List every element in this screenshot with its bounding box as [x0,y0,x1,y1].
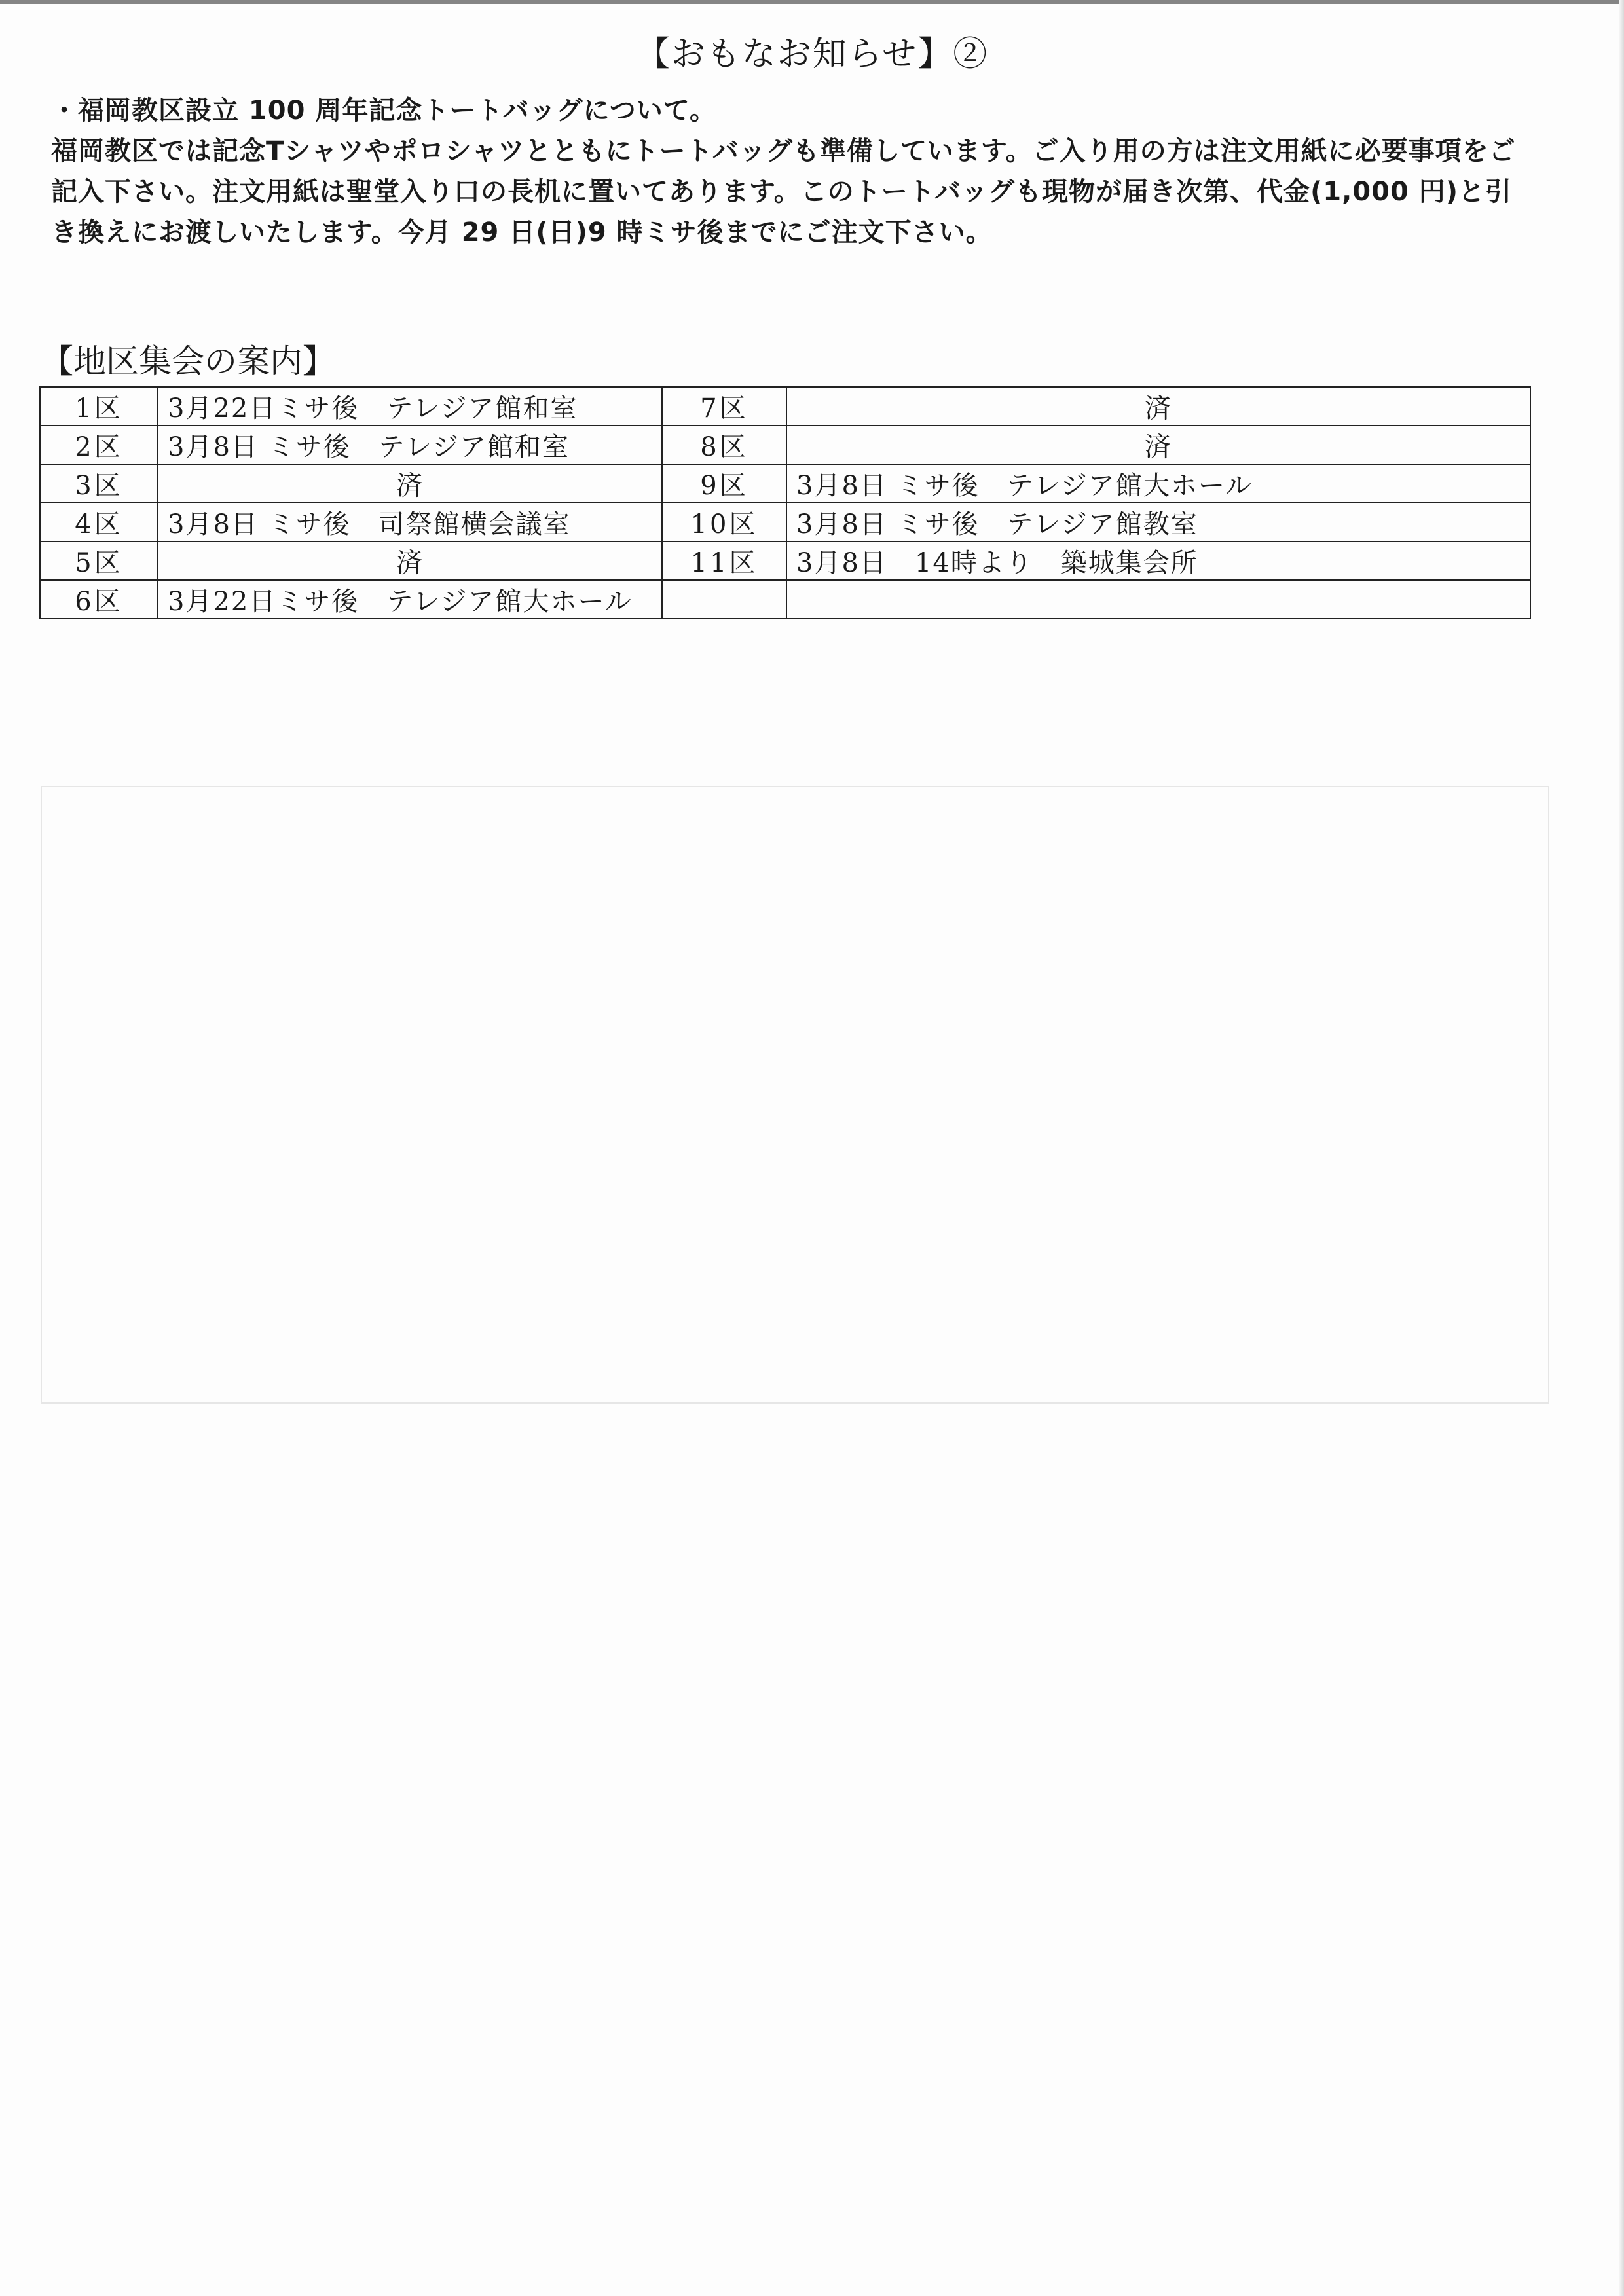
table-row [40,580,1530,619]
district-name: 11区 [662,541,786,580]
district-info [786,580,1530,619]
district-name [662,580,786,619]
district-info: 済 [786,387,1530,426]
district-name: 3区 [40,464,158,503]
table-row [40,503,1530,541]
show-through-box [41,786,1549,1404]
table-row [40,426,1530,464]
district-info: 済 [158,541,662,580]
district-info: 3月22日ミサ後 テレジア館和室 [158,387,662,426]
district-name: 6区 [40,580,158,619]
district-info: 3月22日ミサ後 テレジア館大ホール [158,580,662,619]
district-meetings-heading: 【地区集会の案内】 [41,342,335,380]
district-name: 8区 [662,426,786,464]
district-name: 7区 [662,387,786,426]
district-name: 5区 [40,541,158,580]
scan-top-edge [0,0,1624,4]
district-name: 1区 [40,387,158,426]
table-row [40,541,1530,580]
district-info: 済 [158,464,662,503]
district-info: 3月8日 ミサ後 テレジア館和室 [158,426,662,464]
district-name: 10区 [662,503,786,541]
district-info: 3月8日 14時より 築城集会所 [786,541,1530,580]
scan-right-edge [1619,0,1624,2296]
district-info: 済 [786,426,1530,464]
district-name: 9区 [662,464,786,503]
table-row [40,464,1530,503]
district-meetings-table [39,386,1531,619]
notice-heading: ・福岡教区設立 100 周年記念トートバッグについて。 [51,96,716,126]
district-name: 2区 [40,426,158,464]
table-row [40,387,1530,426]
page-title: 【おもなお知らせ】② [635,35,989,74]
district-info: 3月8日 ミサ後 司祭館横会議室 [158,503,662,541]
tote-bag-notice [51,90,1518,253]
district-info: 3月8日 ミサ後 テレジア館教室 [786,503,1530,541]
district-info: 3月8日 ミサ後 テレジア館大ホール [786,464,1530,503]
district-name: 4区 [40,503,158,541]
notice-body: 福岡教区では記念Tシャツやポロシャツとともにトートバッグも準備しています。ご入り用の方は注文用紙に必要事項をご記入下さい。注文用紙は聖堂入り口の長机に置いてあります。このトートバッグも現物が届き次第、代金(1,000 円)と引き換えにお渡しいたします。今月 29 日(日)9 時ミサ後までにご注文下さい。 [51,136,1516,247]
